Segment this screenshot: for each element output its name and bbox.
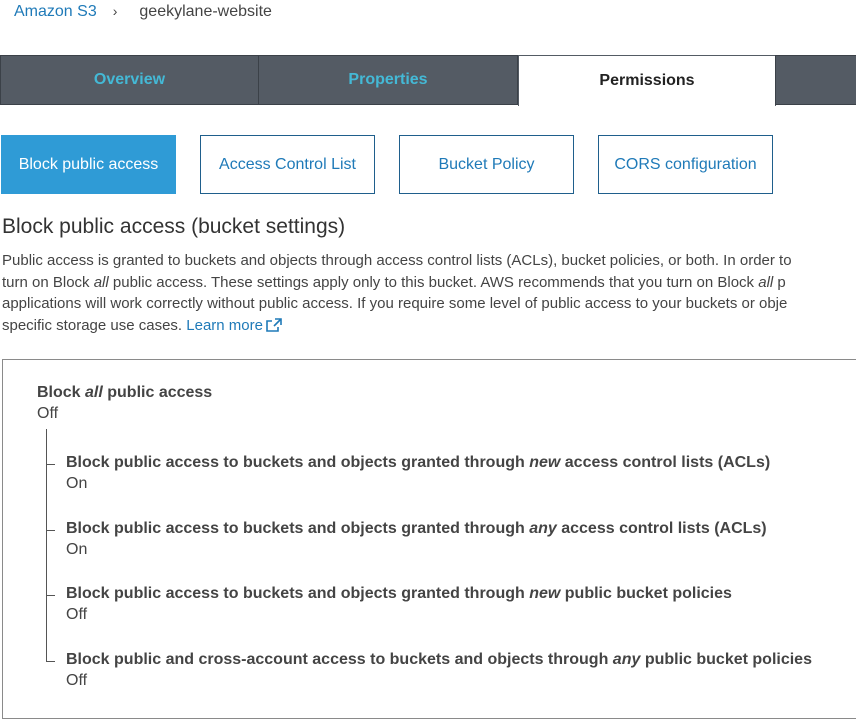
tab-more[interactable] [775, 55, 856, 105]
tab-properties[interactable]: Properties [258, 55, 518, 105]
setting-status-block-all: Off [37, 405, 59, 422]
description-line: specific storage use cases. Learn more [2, 315, 856, 339]
breadcrumb-amazon-s3-link[interactable]: Amazon S3 [14, 3, 97, 20]
setting-title-new-policies: Block public access to buckets and objects granted through new public bucket policies [66, 585, 732, 602]
setting-status-any-policies: Off [66, 672, 88, 689]
subtab-block-public-access[interactable]: Block public access [1, 135, 176, 194]
tree-branch [46, 530, 55, 531]
breadcrumb-bucket-name: geekylane-website [139, 3, 272, 20]
setting-title-any-acls: Block public access to buckets and objects granted through any access control lists (ACLs) [66, 520, 767, 537]
setting-status-any-acls: On [66, 541, 88, 558]
main-tabs [0, 55, 856, 105]
tree-branch [46, 595, 55, 596]
description-line: applications will work correctly without public access. If you require some level of public access to your buckets or obje [2, 295, 788, 312]
breadcrumb [14, 3, 272, 21]
description-line: turn on Block all public access. These settings apply only to this bucket. AWS recommends that you turn on Block all p [2, 273, 786, 291]
subtab-access-control-list[interactable]: Access Control List [200, 135, 375, 194]
tree-branch [46, 661, 55, 662]
breadcrumb-separator: › [112, 3, 118, 19]
subtab-bucket-policy[interactable]: Bucket Policy [399, 135, 574, 194]
external-link-icon [266, 317, 282, 339]
subtab-cors-configuration[interactable]: CORS configuration [598, 135, 773, 194]
learn-more-link[interactable]: Learn more [186, 317, 282, 334]
tab-permissions[interactable]: Permissions [518, 55, 776, 106]
description-line: Public access is granted to buckets and objects through access control lists (ACLs), bucket policies, or both. In order to [2, 252, 792, 269]
setting-status-new-acls: On [66, 475, 88, 492]
setting-title-any-policies: Block public and cross-account access to buckets and objects through any public bucket policies [66, 651, 812, 668]
setting-title-new-acls: Block public access to buckets and objects granted through new access control lists (ACLs) [66, 454, 771, 471]
setting-status-new-policies: Off [66, 606, 88, 623]
tree-branch [46, 464, 55, 465]
tab-overview[interactable]: Overview [0, 55, 259, 105]
section-description [2, 250, 856, 338]
setting-title-block-all: Block all public access [37, 384, 213, 401]
section-title: Block public access (bucket settings) [2, 215, 346, 238]
